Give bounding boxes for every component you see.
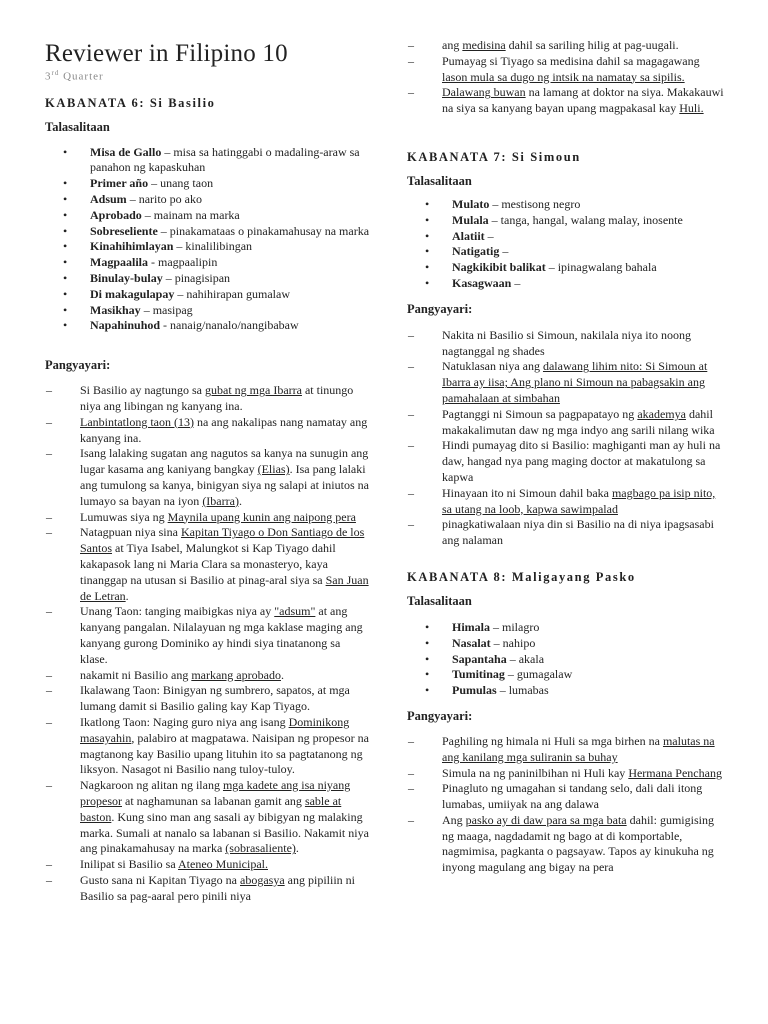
event-item (45, 857, 370, 873)
event-item (45, 525, 370, 604)
underlined-phrase: (Ibarra) (202, 493, 239, 508)
event-text: Natagpuan niya sina (80, 525, 181, 540)
vocab-item (407, 213, 727, 229)
event-text: at naghamunan sa labanan gamit ang (122, 793, 305, 808)
vocab-definition: – unang taon (148, 176, 214, 191)
event-item (407, 407, 727, 439)
vocab-item (407, 197, 727, 213)
vocab-term: Binulay-bulay (90, 271, 163, 286)
event-item (407, 328, 727, 360)
event-text: . (238, 493, 242, 508)
vocab-definition: – narito po ako (126, 192, 203, 207)
vocab-item (407, 636, 727, 652)
vocab-term: Kinahihimlayan (90, 239, 174, 254)
event-text: at ang kanyang pangalan. Nilalayuan ng mga kaklase maging ang kanyang gurong Dominiko ay hindi siya tinatanong sa klase. (80, 604, 363, 666)
underlined-phrase: abogasya (240, 872, 285, 887)
vocab-item (45, 303, 370, 319)
vocab-item (45, 287, 370, 303)
chapter-7-events-heading: Pangyayari: (407, 301, 473, 316)
event-text: Si Basilio ay nagtungo sa (80, 383, 205, 398)
event-text: Nakita ni Basilio si Simoun, nakilala niya ito noong nagtanggal ng shades (442, 327, 691, 358)
underlined-phrase: Lanbintatlong taon (13) (80, 414, 194, 429)
event-item (407, 766, 727, 782)
vocab-definition: – pinakamataas o pinakamahusay na marka (157, 223, 370, 238)
vocab-term: Tumitinag (452, 667, 505, 682)
vocab-item (45, 145, 370, 177)
chapter-6-vocab-list (45, 145, 370, 335)
event-text: Hinayaan ito ni Simoun dahil baka (442, 485, 612, 500)
underlined-phrase: Huli. (679, 101, 704, 116)
chapter-8-vocab-heading: Talasalitaan (407, 593, 472, 608)
event-text: Inilipat si Basilio sa (80, 857, 178, 872)
event-item (407, 734, 727, 766)
chapter-7-heading: KABANATA 7: Si Simoun (407, 149, 581, 164)
event-text: . (295, 841, 299, 856)
underlined-phrase: Hermana Penchang (628, 765, 722, 780)
vocab-definition: – masipag (140, 302, 193, 317)
event-text: at Tiya Isabel, Malungkot si Kap Tiyago dahil kakapasok lang ni Maria Clara sa monasteryo, kaya tinanggap na utusan si Basilio at pinag-aral siya sa (80, 541, 336, 587)
underlined-phrase: (Elias) (257, 462, 290, 477)
vocab-item (407, 260, 727, 276)
event-text: nakamit ni Basilio ang (80, 667, 192, 682)
vocab-item (45, 318, 370, 334)
underlined-phrase: (sobrasaliente) (225, 841, 296, 856)
vocab-term: Mulato (452, 196, 490, 211)
left-column (45, 0, 370, 905)
event-text: Simula na ng paninilbihan ni Huli kay (442, 765, 629, 780)
event-item (45, 604, 370, 667)
vocab-item (407, 667, 727, 683)
vocab-term: Masikhay (90, 302, 141, 317)
event-text: Hindi pumayag dito si Basilio: maghiganti man ay huli na daw, hangad nya pang maging doctor at makatulong sa kapwa (442, 438, 721, 484)
underlined-phrase: mga kadete ang isa niyang propesor (80, 778, 351, 808)
vocab-term: Adsum (90, 192, 127, 207)
vocab-definition: – misa sa hatinggabi o madaling-araw sa panahon ng kapaskuhan (90, 144, 360, 175)
chapter-8-events-list (407, 734, 727, 876)
underlined-phrase: akademya (637, 406, 686, 421)
event-item (45, 668, 370, 684)
vocab-term: Misa de Gallo (90, 144, 162, 159)
vocab-definition: - nanaig/nanalo/nangibabaw (160, 318, 299, 333)
vocab-item (407, 683, 727, 699)
vocab-definition: – gumagalaw (504, 667, 573, 682)
vocab-term: Himala (452, 619, 490, 634)
vocab-item (45, 271, 370, 287)
event-text: Pagtanggi ni Simoun sa pagpapatayo ng (442, 406, 638, 421)
chapter-7-vocab-list (407, 197, 727, 292)
event-text: Natuklasan niya ang (442, 359, 543, 374)
underlined-phrase: medisina (462, 38, 506, 52)
underlined-phrase: Dalawang buwan (442, 85, 526, 100)
chapter-6-events-list (45, 383, 370, 904)
event-text: Unang Taon: tanging maibigkas niya ay (80, 604, 275, 619)
event-text: pinagkatiwalaan niya din si Basilio na di niya ipagsasabi ang nalaman (442, 517, 714, 548)
vocab-term: Aprobado (90, 207, 142, 222)
event-item (45, 510, 370, 526)
vocab-definition: – lumabas (496, 683, 549, 698)
event-item (407, 438, 727, 485)
right-column (407, 0, 727, 876)
subtitle-superscript: rd (51, 69, 60, 77)
event-item (45, 683, 370, 715)
vocab-definition: – nahipo (490, 635, 536, 650)
chapter-7-events-list (407, 328, 727, 549)
underlined-phrase: gubat ng mga Ibarra (205, 383, 302, 398)
event-item (407, 85, 727, 117)
event-item (407, 813, 727, 876)
event-text: Pinagluto ng umagahan si tandang selo, dali dali itong lumabas, umiiyak na ang dalawa (442, 781, 703, 812)
document-subtitle (45, 67, 370, 84)
event-text: dahil makakalimutan daw ng mga indyo ang sarili nilang wika (442, 406, 715, 437)
event-text: Ikatlong Taon: Naging guro niya ang isang (80, 714, 289, 729)
event-text: Isang lalaking sugatan ang nagutos sa kanya na sunugin ang lugar kasama ang kaniyang bangkay (80, 446, 369, 477)
vocab-definition: - magpaalipin (148, 255, 218, 270)
chapter-8-vocab-list (407, 620, 727, 699)
vocab-term: Alatiit (452, 228, 485, 243)
vocab-item (407, 244, 727, 260)
event-text: Pumayag si Tiyago sa medisina dahil sa magagawang (442, 53, 700, 68)
event-text: . Kung sino man ang sasali ay bibigyan ng malaking marka. Sumali at nanalo sa labanan si Basilio. Nakamit niya ang pinakamahusay na marka (80, 809, 369, 856)
event-text: na lamang at doktor na siya. Makakauwi na siya sa kanyang bayan upang magpakasal kay (442, 85, 724, 116)
vocab-item (407, 229, 727, 245)
underlined-phrase: dalawang lihim nito: Si Simoun at Ibarra ay iisa; Ang plano ni Simoun na pabagsakin ang pamahalaan at simbahan (442, 359, 708, 405)
event-text: Nagkaroon ng alitan ng ilang (80, 778, 223, 793)
underlined-phrase: sable at baston (80, 793, 342, 824)
chapter-6-events-heading: Pangyayari: (45, 358, 111, 373)
vocab-item (45, 224, 370, 240)
event-item (45, 383, 370, 415)
event-item (407, 38, 727, 54)
underlined-phrase: Ateneo Municipal. (178, 857, 268, 872)
event-text: ang (442, 38, 463, 52)
event-text: Paghiling ng himala ni Huli sa mga birhen na (442, 733, 663, 748)
event-item (45, 873, 370, 905)
vocab-term: Sobreseliente (90, 223, 158, 238)
underlined-phrase: pasko ay di daw para sa mga bata (465, 812, 627, 827)
chapter-6-events-continued (407, 38, 727, 117)
event-text: na ang nakalipas nang namatay ang kanyang ina. (80, 414, 368, 445)
event-text: . (280, 667, 284, 682)
subtitle-text: Quarter (63, 70, 104, 83)
event-text: , palabiro at magpatawa. Naisipan ng propesor na magtanong kay Basilio upang lituhin ito sa pagtatanong ng liksyon. Nasagot ni Basilio nang tuloy-tuloy. (80, 730, 369, 777)
event-text: at tinungo niya ang libingan ng kanyang ina. (80, 383, 354, 414)
vocab-definition: – akala (506, 651, 545, 666)
event-item (45, 415, 370, 447)
event-text: . Isa pang lalaki ang tumulong sa kanya, binigyan siya ng salapi at iniutos na lumayo sa bayan na iyon (80, 462, 369, 508)
vocab-term: Napahinuhod (90, 318, 161, 333)
vocab-term: Nasalat (452, 635, 491, 650)
vocab-definition: – mainam na marka (141, 207, 240, 222)
event-item (45, 715, 370, 778)
vocab-item (407, 652, 727, 668)
vocab-definition: – (499, 244, 509, 259)
vocab-definition: – nahihirapan gumalaw (174, 286, 290, 301)
document-title: Reviewer in Filipino 10 (45, 40, 288, 67)
vocab-definition: – (484, 228, 494, 243)
event-text: Ikalawang Taon: Binigyan ng sumbrero, sapatos, at mga lumang damit si Basilio galing kay Kap Tiyago. (80, 683, 350, 714)
event-item (407, 486, 727, 518)
underlined-phrase: lason mula sa dugo ng intsik na namatay sa sipilis. (442, 69, 685, 84)
event-text: ang pipiliin ni Basilio sa pag-aaral pero pinili niya (80, 872, 355, 903)
vocab-item (407, 620, 727, 636)
event-text: dahil: gumigising ng maaga, nagdadamit ng bago at di komportable, nagmimisa, pagkanta o pagsayaw. Tapos ay kinukuha ng inyong magulang ang bigay na pera (442, 812, 714, 875)
vocab-item (407, 276, 727, 292)
underlined-phrase: Dominikong masayahin (80, 714, 350, 745)
chapter-7-vocab-heading: Talasalitaan (407, 173, 472, 188)
vocab-definition: – mestisong negro (489, 196, 581, 211)
underlined-phrase: "adsum" (274, 604, 316, 619)
vocab-term: Kasagwaan (452, 275, 512, 290)
chapter-8-events-heading: Pangyayari: (407, 708, 473, 723)
vocab-item (45, 176, 370, 192)
event-item (407, 54, 727, 86)
chapter-6-heading: KABANATA 6: Si Basilio (45, 95, 216, 110)
event-item (407, 359, 727, 406)
chapter-6-vocab-heading: Talasalitaan (45, 119, 110, 134)
vocab-item (45, 192, 370, 208)
event-item (407, 517, 727, 549)
underlined-phrase: markang aprobado (191, 667, 281, 682)
underlined-phrase: malutas na ang kanilang mga suliranin sa buhay (442, 733, 715, 764)
vocab-item (45, 239, 370, 255)
vocab-term: Di makagulapay (90, 286, 175, 301)
vocab-term: Natigatig (452, 244, 500, 259)
event-text: . (125, 588, 129, 603)
vocab-definition: – tanga, hangal, walang malay, inosente (488, 212, 683, 227)
event-text: Gusto sana ni Kapitan Tiyago na (80, 872, 240, 887)
vocab-term: Sapantaha (452, 651, 507, 666)
underlined-phrase: magbago pa isip nito, sa utang na loob, kapwa sawimpalad (442, 485, 716, 516)
vocab-term: Primer año (90, 176, 149, 191)
vocab-item (45, 255, 370, 271)
subtitle-number: 3 (45, 70, 52, 83)
event-text: Ang (442, 812, 466, 827)
vocab-definition: – (511, 275, 521, 290)
underlined-phrase: Maynila upang kunin ang naipong pera (167, 509, 356, 524)
vocab-definition: – milagro (490, 619, 540, 634)
vocab-term: Magpaalila (90, 255, 149, 270)
vocab-item (45, 208, 370, 224)
underlined-phrase: San Juan de Letran (80, 572, 369, 603)
chapter-8-heading: KABANATA 8: Maligayang Pasko (407, 569, 636, 584)
event-item (45, 778, 370, 857)
event-text: dahil sa sariling hilig at pag-uugali. (505, 38, 679, 52)
vocab-definition: – ipinagwalang bahala (545, 260, 657, 275)
vocab-definition: – pinagisipan (162, 271, 231, 286)
event-item (45, 446, 370, 509)
vocab-term: Mulala (452, 212, 489, 227)
underlined-phrase: Kapitan Tiyago o Don Santiago de los Santos (80, 525, 365, 556)
event-text: Lumuwas siya ng (80, 509, 168, 524)
vocab-definition: – kinalilibingan (173, 239, 253, 254)
event-item (407, 781, 727, 813)
vocab-term: Pumulas (452, 683, 497, 698)
vocab-term: Nagkikibit balikat (452, 260, 546, 275)
